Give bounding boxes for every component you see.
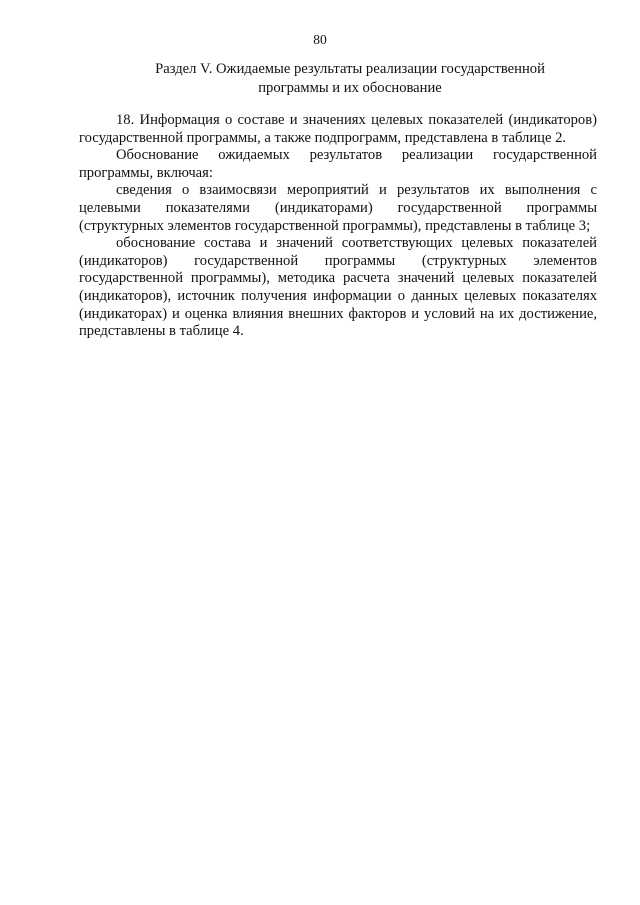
paragraph-table-4: обоснование состава и значений соответствующих целевых показателей (индикаторов) государственной программы (структурных элементов государственной программы), методика расчета значений целевых показателей (индикаторов), источник получения информации о данных целевых показателях (индикаторах) и оценка влияния внешних факторов и условий на их достижение, представлены в таблице 4. [79, 235, 597, 340]
paragraph-18: 18. Информация о составе и значениях целевых показателей (индикаторов) государственной программы, а также подпрограмм, представлена в таблице 2. [79, 112, 597, 146]
paragraph-justification: Обоснование ожидаемых результатов реализации государственной программы, включая: [79, 147, 597, 181]
section-heading [130, 60, 570, 98]
paragraph-table-3: сведения о взаимосвязи мероприятий и результатов их выполнения с целевыми показателями (индикаторами) государственной программы (структурных элементов государственной программы), представлены в таблице 3; [79, 182, 597, 234]
page-number: 80 [313, 32, 327, 47]
body-text [79, 112, 597, 341]
section-heading-line-1: Раздел V. Ожидаемые результаты реализации государственной [155, 61, 545, 77]
section-heading-line-2: программы и их обоснование [258, 80, 442, 96]
